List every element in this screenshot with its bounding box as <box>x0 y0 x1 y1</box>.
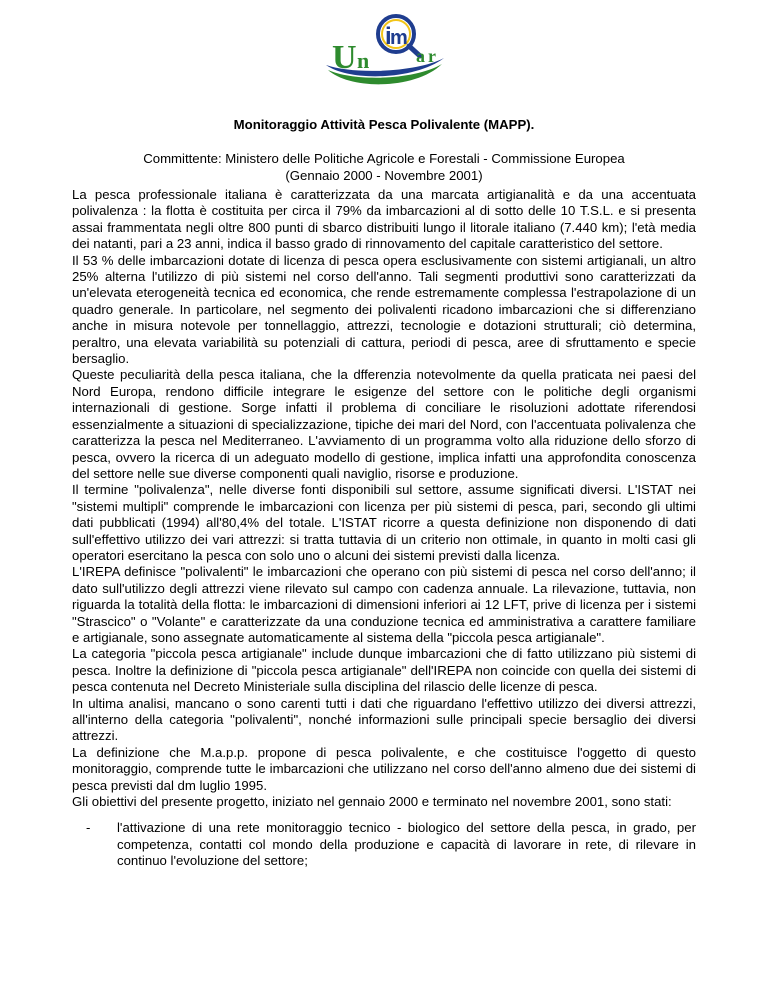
document-body <box>72 187 696 870</box>
list-item <box>72 820 696 869</box>
paragraph: Il 53 % delle imbarcazioni dotate di licenza di pesca opera esclusivamente con sistemi artigianali, un altro 25% alterna l'utilizzo di più sistemi nel corso dell'anno. Tali segmenti produttivi sono caratterizzati da un'elevata eterogeneità tecnica ed economica, che rende estremamente complessa l'estrapolazione di un quadro generale. In particolare, nel segmento dei polivalenti ricadono imbarcazioni che si differenziano anche in misura notevole per tonnellaggio, attrezzi, tecnologie e dotazioni strutturali; ciò determina, peraltro, una elevata variabilità su potenziali di cattura, periodi di pesca, aree di sfruttamento e specie bersaglio. <box>72 252 696 367</box>
paragraph: La definizione che M.a.p.p. propone di pesca polivalente, e che costituisce l'oggetto di questo monitoraggio, comprende tutte le imbarcazioni che utilizzano nel corso dell'anno almeno due dei sistemi di pesca previsti dal dm luglio 1995. <box>72 744 696 793</box>
paragraph: La categoria "piccola pesca artigianale" include dunque imbarcazioni che di fatto utilizzano più sistemi di pesca. Inoltre la definizione di "piccola pesca artigianale" dell'IREPA non coincide con quella dei sistemi di pesca contenuta nel Decreto Ministeriale sulla disciplina del rilascio delle licenze di pesca. <box>72 646 696 695</box>
svg-text:U: U <box>332 39 357 76</box>
svg-text:i: i <box>385 23 392 50</box>
unimar-logo <box>320 10 450 92</box>
list-item-text: l'attivazione di una rete monitoraggio tecnico - biologico del settore della pesca, in grado, per competenza, contatti col mondo della produzione e capacità di lavorare in rete, di rilevare in continuo l'evoluzione del settore; <box>117 820 696 869</box>
paragraph: In ultima analisi, mancano o sono carenti tutti i dati che riguardano l'effettivo utilizzo dei diversi attrezzi, all'interno della categoria "polivalenti", nonché informazioni sulle principali specie bersaglio dei diversi attrezzi. <box>72 695 696 744</box>
svg-text:m: m <box>390 27 408 49</box>
svg-text:r: r <box>428 46 436 66</box>
document-title: Monitoraggio Attività Pesca Polivalente (MAPP). <box>233 117 535 132</box>
svg-text:n: n <box>357 48 370 73</box>
paragraph: L'IREPA definisce "polivalenti" le imbarcazioni che operano con più sistemi di pesca nel corso dell'anno; il dato sull'utilizzo degli attrezzi viene rilevato sul campo con cadenza annuale. La rilevazione, tuttavia, non riguarda la totalità della flotta: le imbarcazioni di dimensioni inferiori ai 12 LFT, prive di licenza per i sistemi "Strascico" o "Volante" e caratterizzate da una conduzione tecnica ed amministrativa a carattere familiare e artigianale, sono assegnate automaticamente al sistema della "piccola pesca artigianale". <box>72 564 696 645</box>
paragraph: Il termine "polivalenza", nelle diverse fonti disponibili sul settore, assume significati diversi. L'ISTAT nei "sistemi multipli" comprende le imbarcazioni con licenza per più sistemi di pesca, pari, secondo gli ultimi dati pubblicati (1994) all'80,4% del totale. L'ISTAT ricorre a questa definizione non disponendo di dati sull'effettivo utilizzo dei vari attrezzi: si tratta tuttavia di un criterio non ottimale, in quanto in molti casi gli operatori esercitano la pesca con solo uno o alcuni dei sistemi previsti dalla licenza. <box>72 482 696 563</box>
paragraph: La pesca professionale italiana è caratterizzata da una marcata artigianalità e da una accentuata polivalenza : la flotta è costituita per circa il 79% da imbarcazioni al di sotto delle 10 T.S.L. e si presenta assai frammentata negli oltre 800 punti di sbarco distribuiti lungo il litorale italiano (7.440 km); l'età media dei natanti, pari a 23 anni, indica il basso grado di rinnovamento del capitale caratteristico del settore. <box>72 187 696 252</box>
committee-block <box>0 150 768 184</box>
date-range-line: (Gennaio 2000 - Novembre 2001) <box>285 168 483 183</box>
objectives-list <box>72 820 696 869</box>
paragraph: Gli obiettivi del presente progetto, iniziato nel gennaio 2000 e terminato nel novembre 2001, sono stati: <box>72 794 672 810</box>
committee-line: Committente: Ministero delle Politiche Agricole e Forestali - Commissione Europea <box>143 151 625 166</box>
paragraph: Queste peculiarità della pesca italiana, che la dfferenzia notevolmente da quella praticata nei paesi del Nord Europa, rendono difficile integrare le esigenze del settore con le politiche degli organismi internazionali di gestione. Sorge infatti il problema di conciliare le risoluzioni adottate riferendosi essenzialmente a situazioni di specializzazione, tipiche dei mari del Nord, con l'accentuata polivalenza che caratterizza la pesca nel Mediterraneo. L'avviamento di un programma volto alla riduzione dello sforzo di pesca, ovvero la ricerca di un adeguato modello di gestione, implica infatti una approfondita conoscenza del settore nelle sue diverse componenti quali naviglio, risorse e produzione. <box>72 367 696 481</box>
list-bullet: - <box>86 820 91 836</box>
svg-text:a: a <box>416 46 425 66</box>
